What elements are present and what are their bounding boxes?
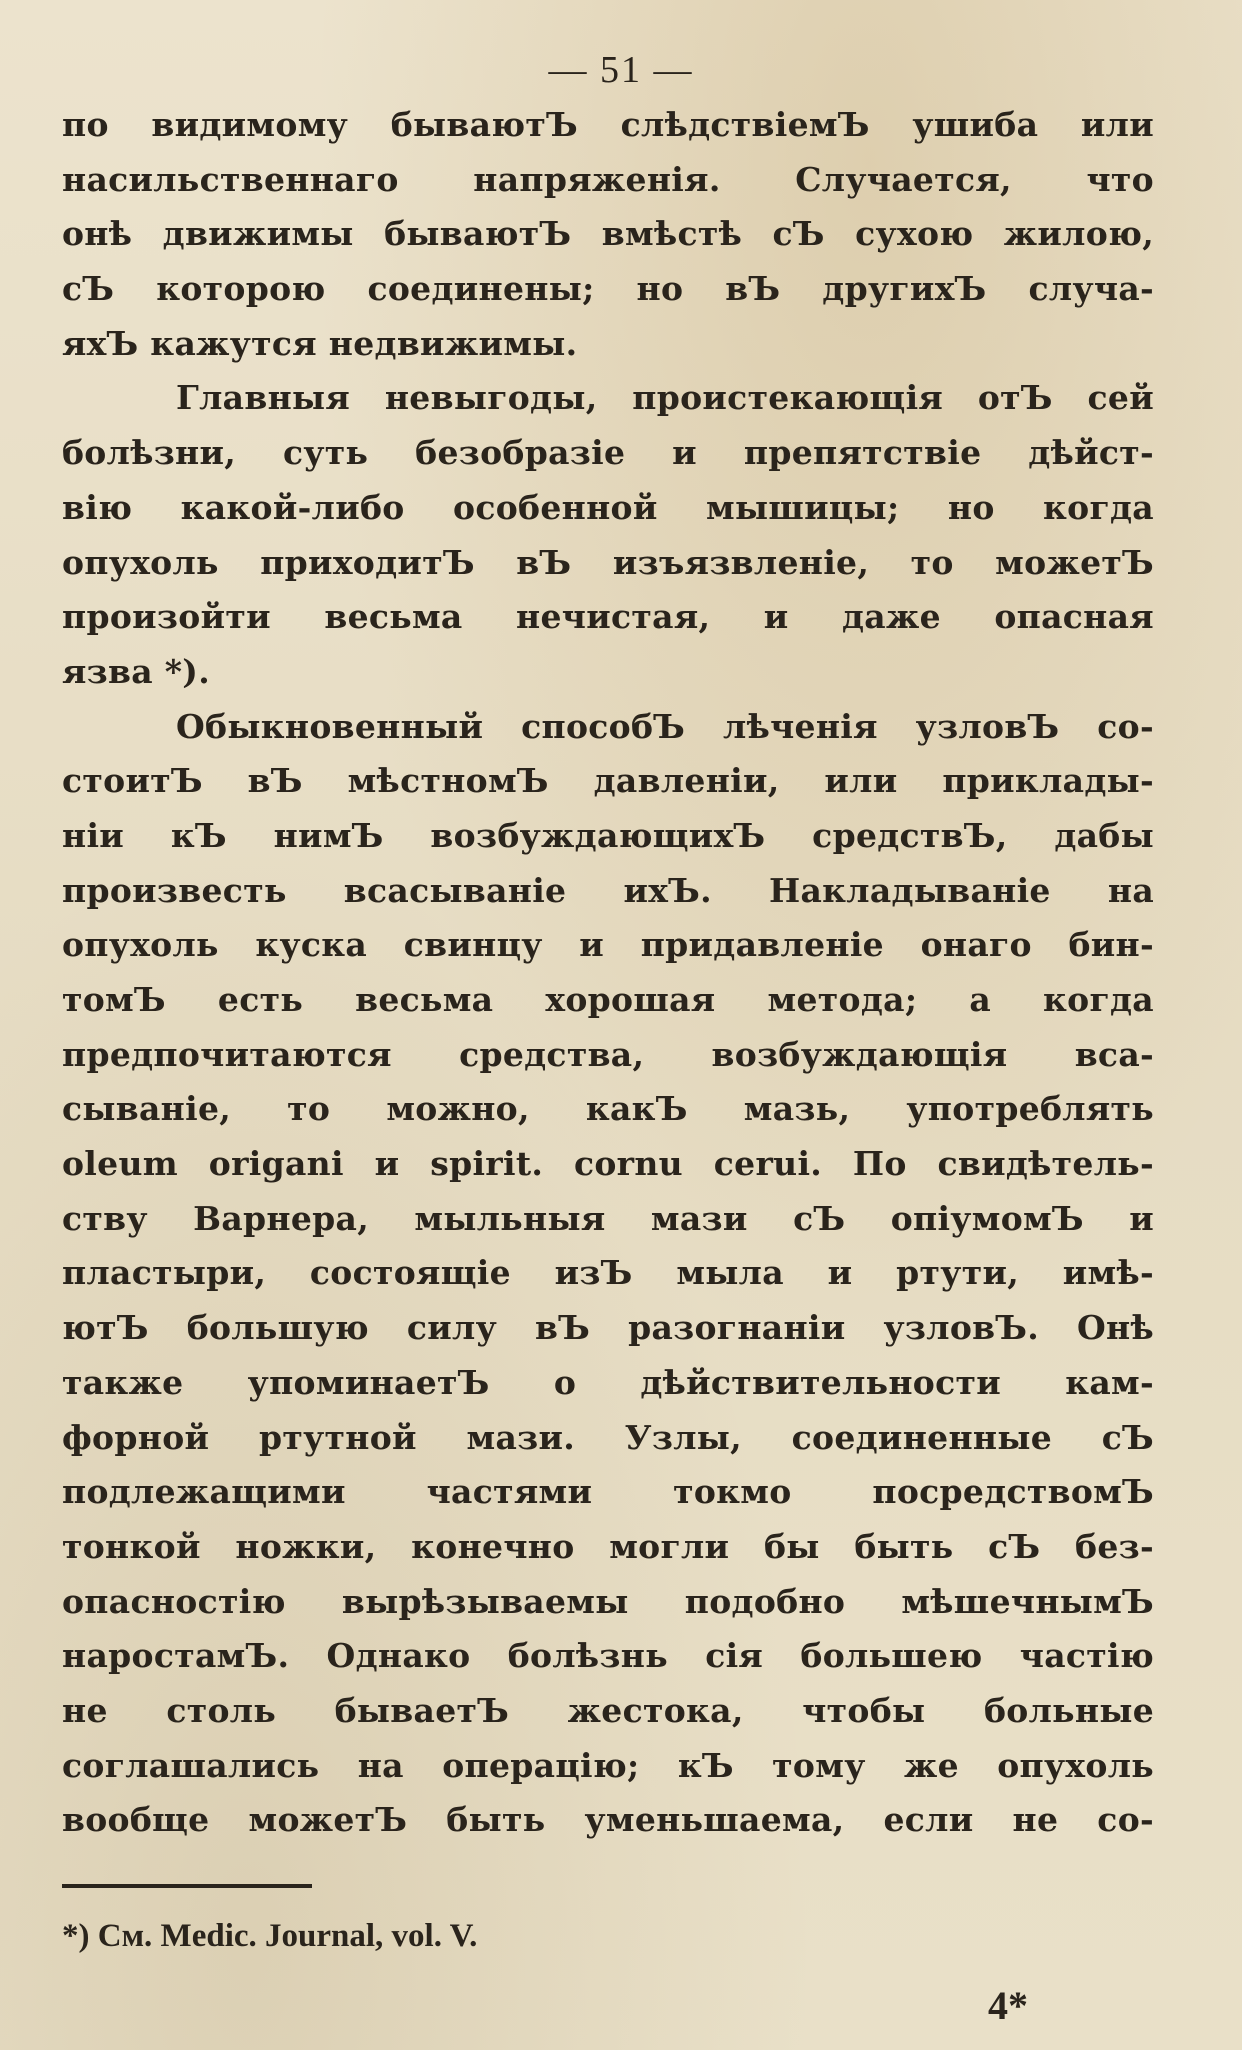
text-line-3: онѣ движимы бываютЪ вмѣстѣ сЪ сухою жилою, (62, 214, 1154, 254)
text-line-23: ютЪ большую силу вЪ разогнаніи узловЪ. Онѣ (62, 1308, 1154, 1348)
body-text (62, 98, 1154, 1848)
text-line-11: язва *). (62, 651, 210, 691)
text-line-19: сываніе, то можно, какЪ мазь, употреблять (62, 1089, 1154, 1129)
text-line-31: соглашались на операцію; кЪ тому же опухоль (62, 1745, 1154, 1785)
text-line-9: опухоль приходитЪ вЪ изъязвленіе, то можетЪ (62, 542, 1154, 582)
text-line-16: опухоль куска свинцу и придавленіе онаго бин- (62, 925, 1154, 965)
text-line-7: болѣзни, суть безобразіе и препятствіе дѣйст- (62, 433, 1154, 473)
text-line-5: яхЪ кажутся недвижимы. (62, 323, 578, 363)
text-line-15: произвесть всасываніе ихЪ. Накладываніе на (62, 870, 1154, 910)
text-line-25: форной ртутной мази. Узлы, соединенные сЪ (62, 1417, 1154, 1457)
text-line-8: вію какой-либо особенной мышицы; но когда (62, 487, 1154, 527)
footnote-rule (62, 1884, 312, 1888)
text-line-2: насильственнаго напряженія. Случается, что (62, 159, 1154, 199)
page-number: — 51 — (548, 49, 694, 91)
text-line-29: наростамЪ. Однако болѣзнь сія большею частію (62, 1636, 1154, 1676)
text-line-17: томЪ есть весьма хорошая метода; а когда (62, 980, 1154, 1019)
text-line-18: предпочитаются средства, возбуждающія вса- (62, 1034, 1154, 1074)
text-line-30: не столь бываетЪ жестока, чтобы больные (62, 1690, 1154, 1730)
signature-mark: 4* (988, 1983, 1028, 2028)
text-line-20: oleum origani и spirit. cornu cerui. По свидѣтель- (62, 1144, 1154, 1184)
text-line-27: тонкой ножки, конечно могли бы быть сЪ без- (62, 1526, 1154, 1566)
text-line-26: подлежащими частями токмо посредствомЪ (62, 1472, 1154, 1512)
text-line-1: по видимому бываютЪ слѣдствіемЪ ушиба или (62, 105, 1154, 144)
text-line-4: сЪ которою соединены; но вЪ другихЪ случа- (62, 269, 1154, 309)
text-line-21: ству Варнера, мыльныя мази сЪ опіумомЪ и (62, 1198, 1154, 1238)
text-line-22: пластыри, состоящіе изЪ мыла и ртути, имѣ- (62, 1253, 1154, 1293)
text-line-24: также упоминаетЪ о дѣйствительности кам- (62, 1362, 1154, 1402)
text-line-14: ніи кЪ нимЪ возбуждающихЪ средствЪ, дабы (62, 815, 1154, 855)
text-line-12: Обыкновенный способЪ лѣченія узловЪ со- (176, 706, 1154, 746)
footnote: *) См. Medic. Journal, vol. V. (62, 1918, 478, 1954)
text-line-6: Главныя невыгоды, проистекающія отЪ сей (176, 378, 1154, 418)
text-line-32: вообще можетЪ быть уменьшаема, если не со- (62, 1800, 1154, 1840)
text-line-13: стоитЪ вЪ мѣстномЪ давленіи, или приклады- (62, 761, 1154, 801)
text-line-10: произойти весьма нечистая, и даже опасная (62, 597, 1154, 637)
text-line-28: опасностію вырѣзываемы подобно мѣшечнымЪ (62, 1581, 1154, 1621)
